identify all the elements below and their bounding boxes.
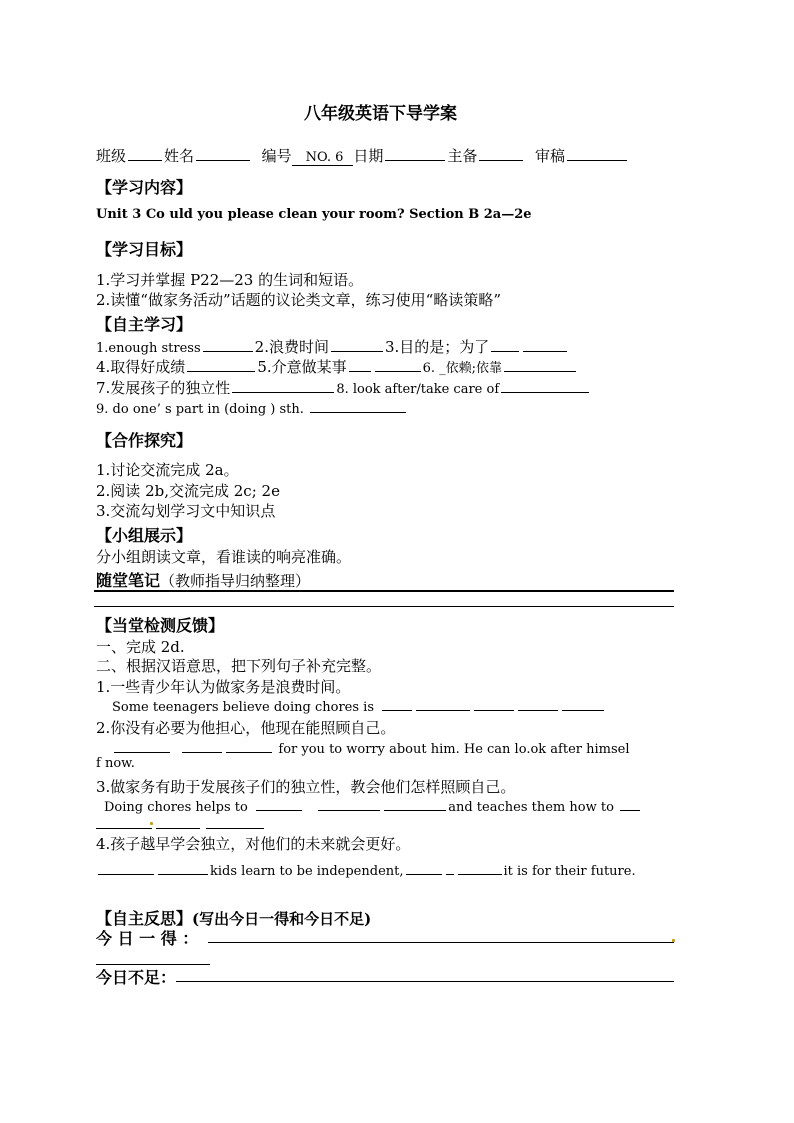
blank[interactable] <box>226 740 272 753</box>
question-1-en: Some teenagers believe doing chores is <box>112 700 374 715</box>
blank[interactable] <box>158 862 208 875</box>
page-title: 八年级英语下导学案 <box>304 104 457 124</box>
section-goals-heading: 【学习目标】 <box>96 240 193 259</box>
question-3-en-b: and teaches them how to <box>448 800 614 815</box>
blank[interactable] <box>375 359 421 372</box>
group-show-text: 分小组朗读文章，看谁读的响亮准确。 <box>96 548 352 566</box>
blank[interactable] <box>232 380 334 393</box>
blank[interactable] <box>446 862 454 875</box>
question-2-en-cont: f now. <box>96 756 135 771</box>
question-4-en-b: it is for their future. <box>503 864 636 879</box>
blank[interactable] <box>523 339 567 352</box>
cooperation-3: 3.交流勾划学习文中知识点 <box>96 502 276 520</box>
reflection-lack-label: 今日不足： <box>96 968 177 987</box>
reflection-gain-label: 今 日 一 得 ： <box>96 929 199 948</box>
self-study-item-3: 3.目的是；为了 <box>384 338 490 356</box>
question-3-en-row <box>104 798 642 815</box>
reviewer-blank[interactable] <box>567 148 627 161</box>
class-blank[interactable] <box>128 148 162 161</box>
self-study-item-1: 1.enough stress <box>96 341 201 356</box>
blank[interactable] <box>406 862 442 875</box>
name-label: 姓名 <box>164 147 195 165</box>
blank[interactable] <box>562 698 604 711</box>
check-part-2: 二、根据汉语意思，把下列句子补充完整。 <box>96 657 382 675</box>
question-3-cn: 3.做家务有助于发展孩子们的独立性，教会他们怎样照顾自己。 <box>96 778 516 796</box>
blank[interactable] <box>384 798 446 811</box>
self-study-item-5: 5.介意做某事 <box>257 358 347 376</box>
blank[interactable] <box>114 740 170 753</box>
goal-2: 2.读懂“做家务活动”话题的议论类文章，练习使用“略读策略” <box>96 291 501 309</box>
name-blank[interactable] <box>196 148 250 161</box>
blank[interactable] <box>203 339 253 352</box>
content-text: Unit 3 Co uld you please clean your room? Section B 2a—2e <box>96 207 532 222</box>
blank[interactable] <box>416 698 470 711</box>
reflection-note: (写出今日一得和今日不足) <box>192 910 372 928</box>
blank[interactable] <box>187 359 255 372</box>
date-blank[interactable] <box>385 148 445 161</box>
self-study-item-6: 6. _依赖;依靠 <box>422 361 503 376</box>
section-content-heading: 【学习内容】 <box>96 178 193 197</box>
reflection-gain-line[interactable] <box>208 942 674 943</box>
question-3-blank-c[interactable] <box>206 828 264 829</box>
blank[interactable] <box>458 862 502 875</box>
blank[interactable] <box>504 359 576 372</box>
check-part-1: 一、完成 2d. <box>96 638 185 656</box>
preparer-label: 主备 <box>447 147 478 165</box>
section-cooperation-heading: 【合作探究】 <box>96 431 193 450</box>
blank[interactable] <box>310 400 406 413</box>
question-2-cn: 2.你没有必要为他担心，他现在能照顾自己。 <box>96 719 396 737</box>
blank[interactable] <box>349 359 371 372</box>
blank[interactable] <box>501 380 589 393</box>
notes-line[interactable] <box>94 606 674 607</box>
blank[interactable] <box>182 740 222 753</box>
blank[interactable] <box>518 698 558 711</box>
reflection-lack-line[interactable] <box>176 981 674 982</box>
notes-divider <box>94 590 674 592</box>
self-study-item-8: 8. look after/take care of <box>336 382 500 397</box>
self-study-row-4 <box>96 400 408 417</box>
preparer-blank[interactable] <box>479 148 523 161</box>
self-study-row-1 <box>96 336 569 357</box>
number-label: 编号 <box>261 147 292 165</box>
blank[interactable] <box>331 339 383 352</box>
self-study-item-4: 4.取得好成绩 <box>96 358 186 376</box>
self-study-item-2: 2.浪费时间 <box>254 338 329 356</box>
info-line <box>96 145 629 166</box>
question-1-en-row <box>112 698 606 715</box>
notes-title: 随堂笔记 <box>96 571 161 590</box>
cooperation-2: 2.阅读 2b,交流完成 2c; 2e <box>96 482 280 500</box>
question-2-en: for you to worry about him. He can lo.ok after himsel <box>278 742 630 757</box>
question-3-en-a: Doing chores helps to <box>104 800 248 815</box>
blank[interactable] <box>382 698 412 711</box>
blank[interactable] <box>474 698 514 711</box>
stray-mark <box>150 822 153 825</box>
goal-1: 1.学习并掌握 P22—23 的生词和短语。 <box>96 271 364 289</box>
reviewer-label: 审稿 <box>534 147 565 165</box>
blank[interactable] <box>256 798 302 811</box>
question-3-blank-b[interactable] <box>156 828 200 829</box>
number-value: NO. 6 <box>292 150 354 166</box>
notes-note: （教师指导归纳整理） <box>160 572 311 590</box>
question-3-blank-a[interactable] <box>96 828 152 829</box>
question-4-en-row <box>96 862 636 879</box>
question-2-en-row <box>112 740 630 757</box>
question-1-cn: 1.一些青少年认为做家务是浪费时间。 <box>96 678 351 696</box>
class-label: 班级 <box>96 147 127 165</box>
cooperation-1: 1.讨论交流完成 2a。 <box>96 461 239 479</box>
stray-mark <box>672 939 675 942</box>
reflection-heading: 【自主反思】 <box>96 909 193 928</box>
date-label: 日期 <box>353 147 384 165</box>
section-group-show-heading: 【小组展示】 <box>96 526 193 545</box>
self-study-row-3 <box>96 377 591 398</box>
self-study-item-7: 7.发展孩子的独立性 <box>96 379 231 397</box>
question-4-cn: 4.孩子越早学会独立，对他们的未来就会更好。 <box>96 835 411 853</box>
question-4-en-a: kids learn to be independent, <box>210 864 404 879</box>
section-check-heading: 【当堂检测反馈】 <box>96 616 225 635</box>
self-study-row-2 <box>96 356 578 377</box>
blank[interactable] <box>318 798 380 811</box>
self-study-item-9: 9. do one’ s part in (doing ) sth. <box>96 402 304 417</box>
notes-heading <box>96 568 310 591</box>
section-self-study-heading: 【自主学习】 <box>96 315 193 334</box>
blank[interactable] <box>491 339 519 352</box>
blank[interactable] <box>98 862 154 875</box>
blank[interactable] <box>620 798 640 811</box>
